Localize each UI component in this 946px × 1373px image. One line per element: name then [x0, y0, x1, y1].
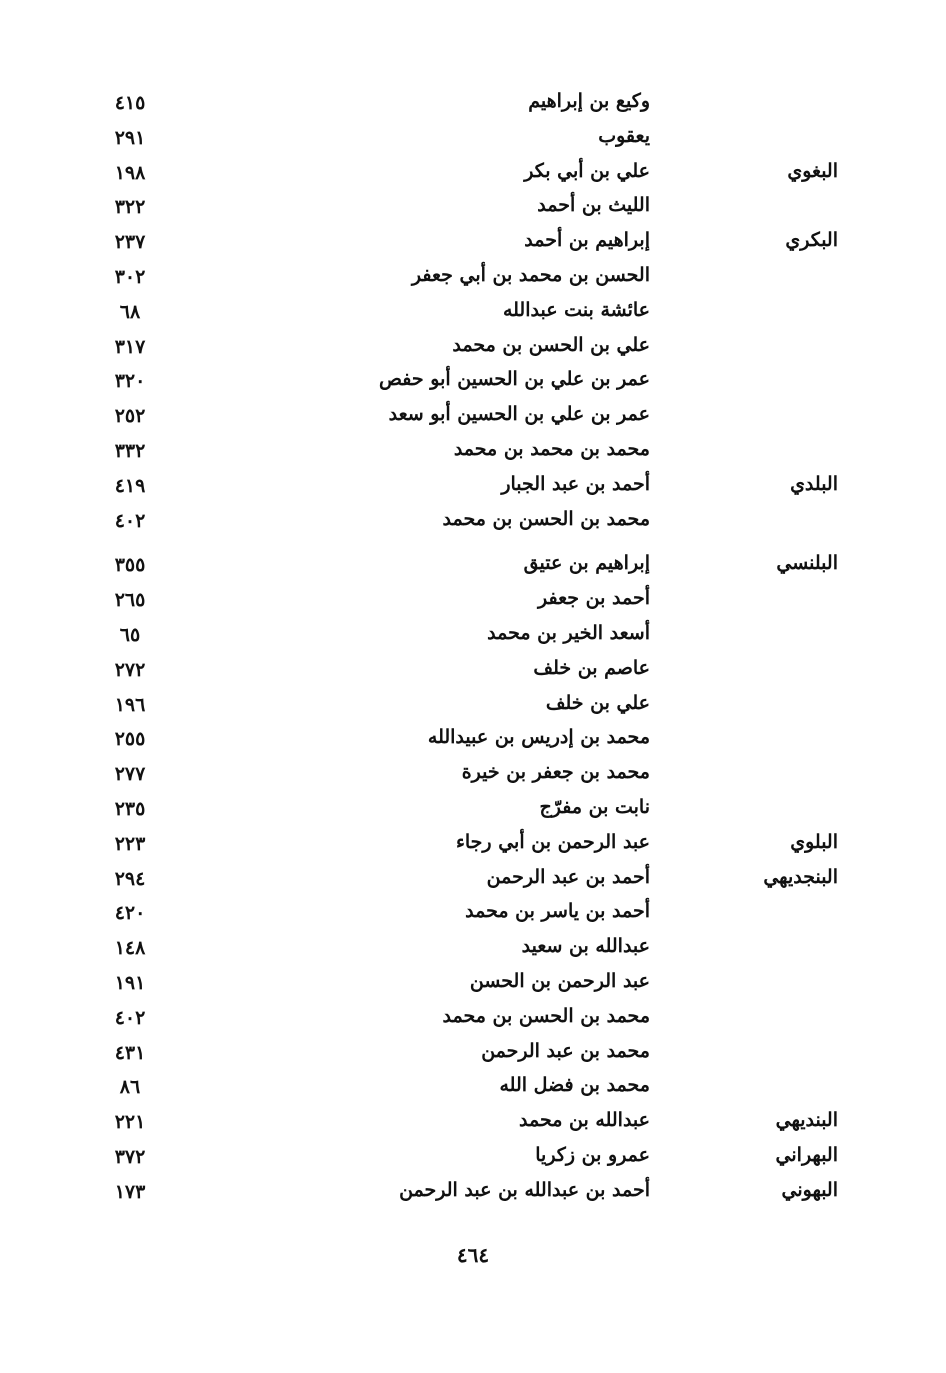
- index-entry: [0, 722, 946, 757]
- index-entry: [0, 260, 946, 295]
- index-entry: [0, 548, 946, 583]
- index-entry: [0, 827, 946, 862]
- entry-name: عائشة بنت عبدالله: [502, 298, 650, 321]
- index-entry: [0, 295, 946, 330]
- entry-page-ref: ٢٣٧: [114, 231, 146, 254]
- entry-page-ref: ٨٦: [119, 1076, 141, 1099]
- entry-name: أحمد بن عبد الجبار: [501, 472, 650, 495]
- index-entry: [0, 121, 946, 156]
- entry-page-ref: ٢٧٧: [114, 763, 146, 786]
- page-number: ٤٦٤: [456, 1243, 490, 1267]
- entry-page-ref: ٣٧٢: [114, 1145, 146, 1168]
- index-entry: [0, 931, 946, 966]
- entry-name: محمد بن الحسن بن محمد: [442, 507, 650, 530]
- entry-page-ref: ٣٣٢: [114, 439, 146, 462]
- entry-page-ref: ٦٨: [119, 300, 141, 323]
- entry-page-ref: ٢٣٥: [114, 797, 146, 820]
- index-entry: [0, 1001, 946, 1036]
- index-entry: [0, 1070, 946, 1105]
- index-entry: [0, 688, 946, 723]
- index-entry: [0, 618, 946, 653]
- entry-name: محمد بن محمد بن محمد: [453, 437, 650, 460]
- entry-name: أحمد بن جعفر: [538, 587, 650, 610]
- index-entry: [0, 653, 946, 688]
- entry-name: محمد بن الحسن بن محمد: [442, 1004, 650, 1027]
- entry-page-ref: ٢٦٥: [114, 589, 146, 612]
- entry-nisba: البنجديهي: [763, 865, 838, 888]
- entry-page-ref: ١٧٣: [114, 1180, 146, 1203]
- entry-page-ref: ٣٢٢: [114, 196, 146, 219]
- entry-page-ref: ٣٥٥: [114, 554, 146, 577]
- index-entry: [0, 156, 946, 191]
- entry-name: عبدالله بن سعيد: [521, 935, 650, 958]
- entry-nisba: البنديهي: [775, 1109, 838, 1132]
- entry-page-ref: ٣١٧: [114, 335, 146, 358]
- entry-nisba: البغوي: [787, 159, 838, 182]
- entry-page-ref: ٣٠٢: [114, 265, 146, 288]
- entry-name: عاصم بن خلف: [533, 656, 650, 679]
- entry-name: محمد بن عبد الرحمن: [481, 1039, 650, 1062]
- entry-page-ref: ٤٠٢: [114, 1006, 146, 1029]
- index-entry: [0, 190, 946, 225]
- entry-name: عمر بن علي بن الحسين أبو سعد: [388, 403, 650, 426]
- index-entry: [0, 583, 946, 618]
- entry-name: الليث بن أحمد: [537, 194, 650, 217]
- entry-page-ref: ٣٢٠: [114, 370, 146, 393]
- index-entry: [0, 757, 946, 792]
- entry-name: أسعد الخير بن محمد: [487, 621, 650, 644]
- entry-name: أحمد بن عبدالله بن عبد الرحمن: [399, 1178, 650, 1201]
- index-entry: [0, 86, 946, 121]
- index-entry: [0, 469, 946, 504]
- entry-name: وكيع بن إبراهيم: [528, 90, 650, 112]
- entry-name: عمر بن علي بن الحسين أبو حفص: [379, 368, 650, 391]
- entry-nisba: البلوي: [790, 830, 838, 853]
- index-entry: [0, 1036, 946, 1071]
- entry-name: أحمد بن ياسر بن محمد: [465, 900, 650, 923]
- entry-page-ref: ٢٥٥: [114, 728, 146, 751]
- entry-name: إبراهيم بن عتيق: [523, 552, 650, 575]
- entry-name: محمد بن إدريس بن عبيدالله: [427, 726, 650, 749]
- entry-page-ref: ٢٢١: [114, 1111, 146, 1134]
- entry-name: عبد الرحمن بن أبي رجاء: [455, 830, 650, 853]
- entry-page-ref: ١٩٨: [114, 161, 146, 184]
- entry-page-ref: ٢٧٢: [114, 658, 146, 681]
- entry-name: الحسن بن محمد بن أبي جعفر: [411, 263, 650, 286]
- index-entry: [0, 504, 946, 539]
- entry-nisba: البكري: [785, 229, 838, 252]
- index-entry: [0, 330, 946, 365]
- entry-name: نابت بن مفرّج: [539, 795, 650, 818]
- entry-page-ref: ٤٠٢: [114, 509, 146, 532]
- index-entry: [0, 434, 946, 469]
- entry-name: علي بن الحسن بن محمد: [452, 333, 650, 356]
- entry-name: إبراهيم بن أحمد: [524, 229, 650, 252]
- entry-name: علي بن أبي بكر: [524, 159, 650, 182]
- index-entry: [0, 399, 946, 434]
- entry-page-ref: ٦٥: [119, 623, 141, 646]
- entry-name: علي بن خلف: [545, 691, 650, 714]
- index-entry: [0, 364, 946, 399]
- index-entry: [0, 1175, 946, 1210]
- entry-name: عمرو بن زكريا: [535, 1143, 650, 1166]
- entry-page-ref: ١٩٦: [114, 693, 146, 716]
- entry-nisba: البهوني: [781, 1178, 838, 1201]
- entry-page-ref: ١٤٨: [114, 937, 146, 960]
- entry-name: محمد بن فضل الله: [499, 1074, 650, 1097]
- entry-page-ref: ٤١٩: [114, 474, 146, 497]
- index-entry: [0, 1140, 946, 1175]
- index-entry: [0, 966, 946, 1001]
- entry-name: عبد الرحمن بن الحسن: [469, 969, 650, 992]
- index-entry: [0, 896, 946, 931]
- entry-nisba: البلدي: [790, 472, 838, 495]
- entry-name: أحمد بن عبد الرحمن: [486, 865, 650, 888]
- entry-page-ref: ٢٥٢: [114, 405, 146, 428]
- entry-page-ref: ٢٩١: [114, 126, 146, 149]
- entry-page-ref: ٤٣١: [114, 1041, 146, 1064]
- entry-page-ref: ٢٩٤: [114, 867, 146, 890]
- entry-page-ref: ٤١٥: [114, 92, 146, 114]
- entry-page-ref: ١٩١: [114, 971, 146, 994]
- entry-page-ref: ٢٢٣: [114, 832, 146, 855]
- index-list: [0, 86, 946, 1210]
- index-entry: [0, 792, 946, 827]
- entry-name: يعقوب: [598, 124, 650, 147]
- entry-name: عبدالله بن محمد: [519, 1109, 650, 1132]
- entry-page-ref: ٤٢٠: [114, 902, 146, 925]
- index-entry: [0, 862, 946, 897]
- index-entry: [0, 225, 946, 260]
- index-entry: [0, 1105, 946, 1140]
- entry-name: محمد بن جعفر بن خيرة: [461, 761, 650, 784]
- entry-nisba: البلنسي: [776, 552, 838, 575]
- entry-nisba: البهراني: [775, 1143, 838, 1166]
